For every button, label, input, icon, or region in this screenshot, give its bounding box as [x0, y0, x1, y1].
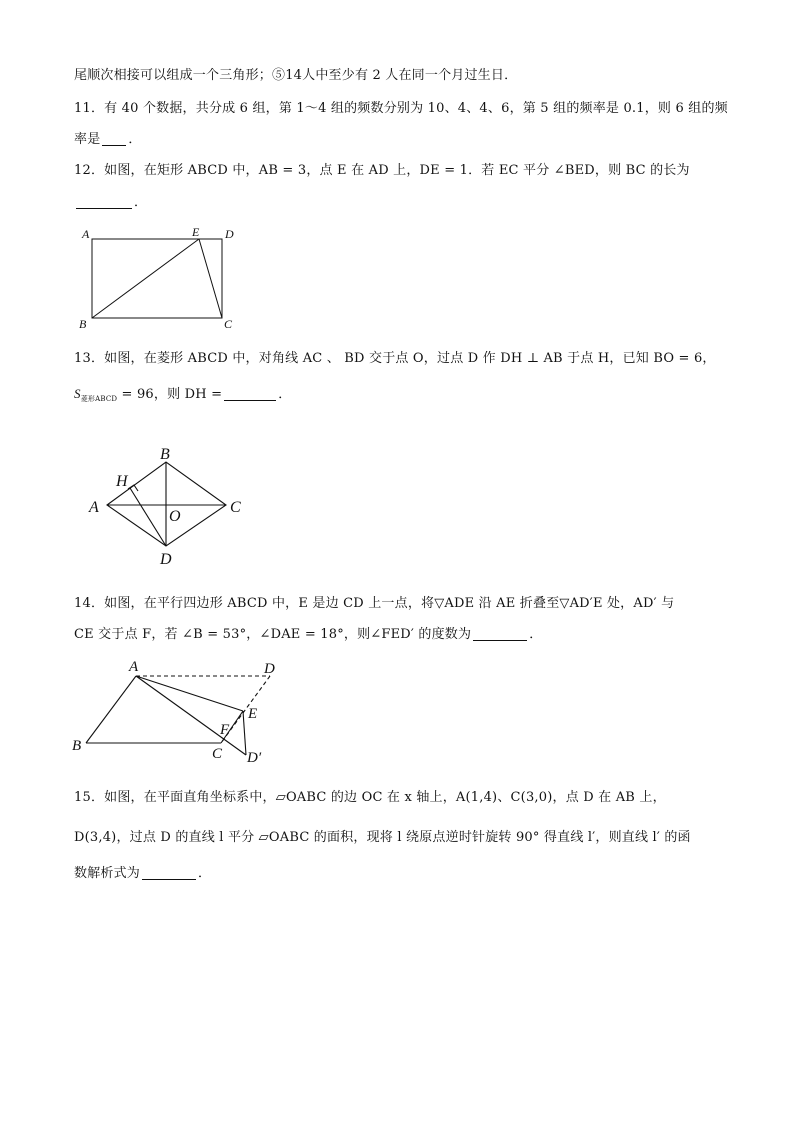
question-13-line-1: 13．如图，在菱形 ABCD 中，对角线 AC 、 BD 交于点 O，过点 D 作 DH ⊥ AB 于点 H，已知 BO = 6， [74, 351, 716, 366]
label-c: C [224, 317, 233, 331]
figure-12-shapes [92, 239, 222, 318]
segment-ab [86, 676, 136, 743]
rectangle-abcd [92, 239, 222, 318]
question-15-line-2: D(3,4)，过点 D 的直线 l 平分 ▱OABC 的面积，现将 l 绕原点逆时针旋转 90° 得直线 l′，则直线 l′ 的函 [74, 830, 691, 845]
question-14-line-2 [74, 625, 542, 645]
label-b: B [72, 738, 82, 754]
question-11-end: ． [128, 132, 142, 147]
question-11-line-2 [74, 130, 142, 150]
label-d: D [225, 227, 234, 241]
answer-blank-11[interactable] [102, 131, 126, 146]
area-symbol: S [74, 386, 81, 401]
label-b: B [160, 446, 170, 463]
question-15-end: ． [198, 866, 212, 881]
question-15-line-1: 15．如图，在平面直角坐标系中，▱OABC 的边 OC 在 x 轴上，A(1,4)、C(3,0)，点 D 在 AB 上， [74, 790, 666, 805]
segment-ec [199, 239, 222, 318]
answer-blank-15[interactable] [142, 865, 196, 880]
label-e: E [248, 706, 258, 722]
label-a: A [82, 227, 90, 241]
segment-ad-prime [136, 676, 246, 755]
question-13-text: = 96，则 DH = [117, 387, 223, 402]
segment-ae [136, 676, 243, 711]
right-angle-mark [128, 485, 138, 491]
answer-blank-14[interactable] [473, 626, 527, 641]
answer-blank-13[interactable] [224, 386, 276, 401]
label-f: F [220, 722, 230, 738]
question-14-line-1: 14．如图，在平行四边形 ABCD 中，E 是边 CD 上一点，将▽ADE 沿 AE 折叠至▽AD′E 处，AD′ 与 [74, 596, 675, 611]
question-13-line-2 [74, 384, 291, 409]
segment-ec [221, 711, 243, 743]
label-d-prime: D′ [247, 750, 262, 766]
label-o: O [169, 508, 181, 525]
question-11-text: 率是 [74, 132, 101, 147]
question-14-text: CE 交于点 F，若 ∠B = 53°，∠DAE = 18°，则∠FED′ 的度数为 [74, 627, 472, 642]
label-e: E [192, 225, 200, 239]
question-11-line-1: 11．有 40 个数据，共分成 6 组，第 1～4 组的频数分别为 10、4、4、6，第 5 组的频率是 0.1，则 6 组的频 [74, 101, 728, 116]
question-15-line-3 [74, 864, 211, 884]
label-c: C [230, 499, 241, 516]
label-d: D [160, 551, 172, 568]
label-h: H [116, 473, 128, 490]
answer-blank-12[interactable] [76, 194, 132, 209]
label-a: A [89, 499, 99, 516]
segment-dc-dashed [221, 676, 270, 743]
area-subscript: 菱形ABCD [80, 395, 118, 403]
question-12-end: ． [134, 195, 148, 210]
question-12-line-2 [74, 193, 147, 213]
question-15-text: 数解析式为 [74, 866, 141, 881]
segment-ed-prime [243, 711, 246, 755]
label-b: B [79, 317, 87, 331]
text-line-1: 尾顺次相接可以组成一个三角形；⑤14人中至少有 2 人在同一个月过生日． [74, 68, 518, 83]
segment-be [92, 239, 199, 318]
question-14-end: ． [529, 627, 543, 642]
question-13-end: ． [278, 387, 292, 402]
label-a: A [129, 659, 139, 675]
question-12-line-1: 12．如图，在矩形 ABCD 中，AB = 3，点 E 在 AD 上，DE = 1．若 EC 平分 ∠BED，则 BC 的长为 [74, 163, 690, 178]
rhombus-abcd [107, 462, 226, 546]
label-d: D [264, 661, 275, 677]
label-c: C [212, 746, 223, 762]
segment-dh [130, 488, 166, 546]
